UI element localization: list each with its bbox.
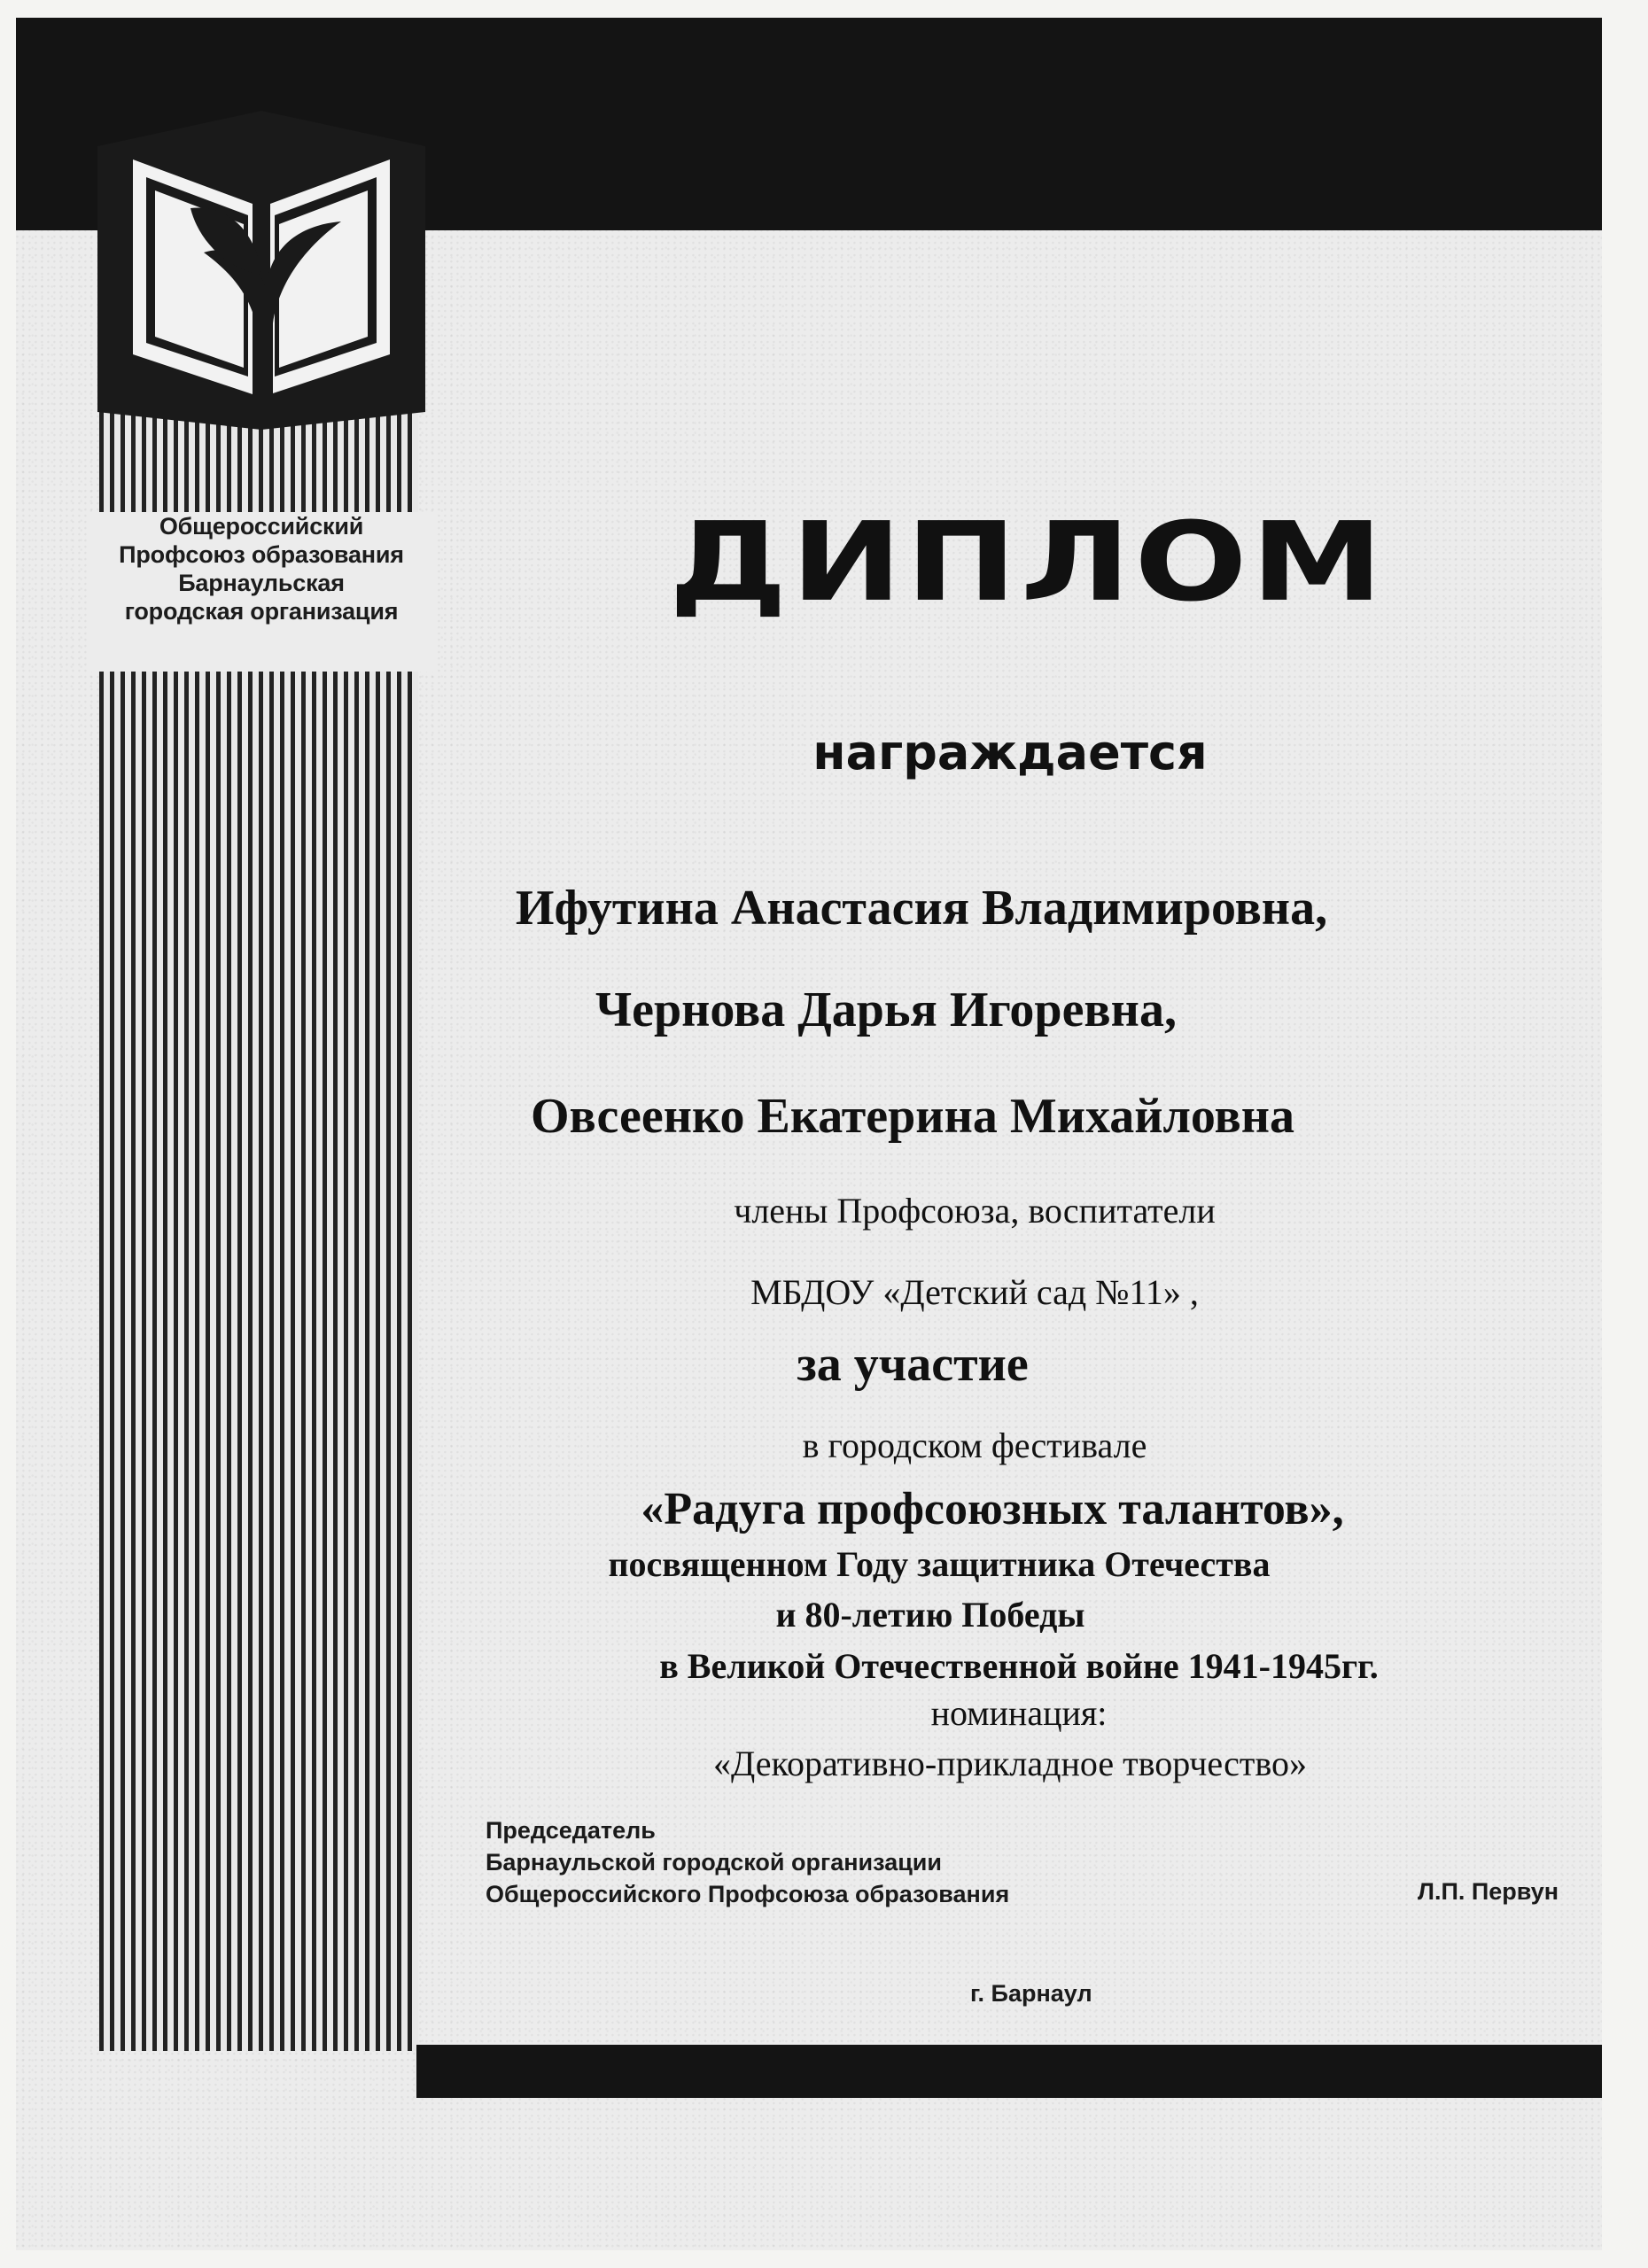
- org-line-1: Общероссийский: [159, 513, 364, 540]
- diploma-title: ДИПЛОМ: [668, 499, 1388, 626]
- event-dedication-3: в Великой Отечественной войне 1941-1945гг.: [659, 1646, 1379, 1686]
- signatory-line-1: Председатель: [486, 1817, 656, 1844]
- recipient-1: Ифутина Анастасия Владимировна,: [515, 881, 1328, 936]
- awarded-label: награждается: [812, 725, 1208, 781]
- recipient-role: члены Профсоюза, воспитатели: [734, 1191, 1216, 1231]
- book-logo-icon: [97, 111, 425, 430]
- recipient-2: Чернова Дарья Игоревна,: [595, 983, 1177, 1037]
- event-intro: в городском фестивале: [802, 1425, 1147, 1465]
- signatory-line-2: Барнаульской городской организации: [486, 1849, 943, 1876]
- signatory-line-3: Общероссийского Профсоюза образования: [486, 1881, 1010, 1907]
- recipient-3: Овсеенко Екатерина Михайловна: [530, 1089, 1295, 1144]
- bottom-dark-band: [416, 2045, 1602, 2098]
- signatory-position: [486, 1814, 1194, 1910]
- signatory-name: Л.П. Первун: [1418, 1878, 1559, 1905]
- for-participation: за участие: [797, 1337, 1029, 1392]
- org-line-4: городская организация: [124, 598, 399, 625]
- city: г. Барнаул: [970, 1980, 1092, 2007]
- nomination-label: номинация:: [930, 1693, 1108, 1733]
- nomination-value: «Декоративно-прикладное творчество»: [713, 1744, 1307, 1783]
- organization-block: [89, 512, 434, 672]
- event-name: «Радуга профсоюзных талантов»,: [641, 1484, 1344, 1534]
- institution: МБДОУ «Детский сад №11» ,: [750, 1272, 1199, 1312]
- event-dedication-2: и 80-летию Победы: [775, 1595, 1085, 1635]
- org-line-3: Барнаульская: [178, 570, 345, 596]
- org-line-2: Профсоюз образования: [119, 541, 404, 568]
- event-dedication-1: посвященном Году защитника Отечества: [608, 1544, 1271, 1584]
